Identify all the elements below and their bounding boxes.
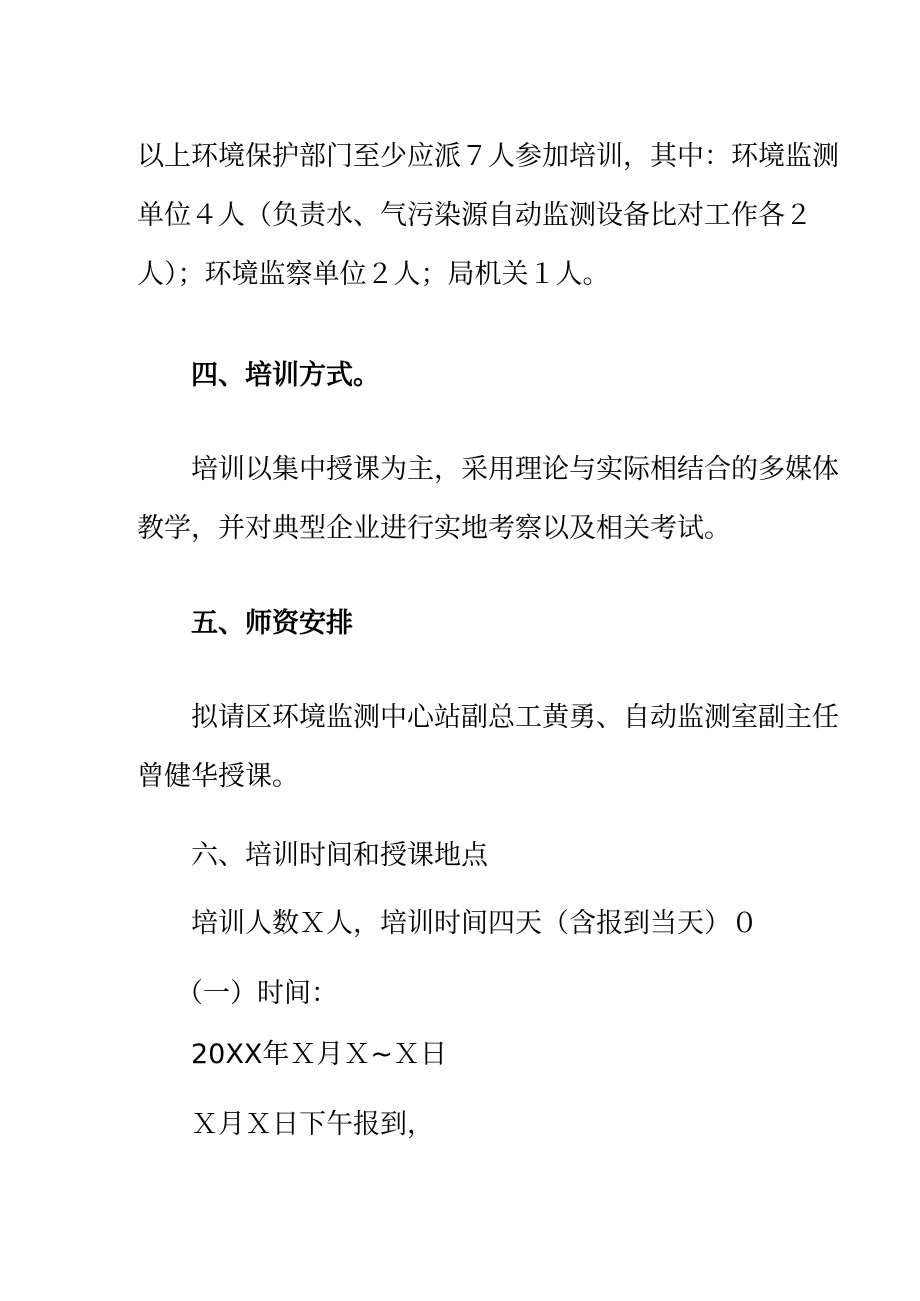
paragraph-line: 曾健华授课。	[137, 761, 299, 792]
section-heading-training-method: 四、培训方式。	[191, 360, 380, 391]
section-heading-time-location: 六、培训时间和授课地点	[191, 840, 488, 871]
paragraph-line: 培训以集中授课为主，采用理论与实际相结合的多媒体	[191, 454, 839, 485]
paragraph-line: 拟请区环境监测中心站副总工黄勇、自动监测室副主任	[191, 702, 839, 733]
paragraph-line: 培训人数Ｘ人，培训时间四天（含报到当天）０	[191, 908, 758, 939]
registration-line: Ｘ月Ｘ日下午报到，	[191, 1109, 434, 1140]
subheading-time: （一）时间：	[176, 978, 338, 1009]
section-heading-teachers: 五、师资安排	[191, 608, 353, 639]
paragraph-line: 单位４人（负责水、气污染源自动监测设备比对工作各２	[137, 200, 812, 231]
paragraph-line: 教学，并对典型企业进行实地考察以及相关考试。	[137, 513, 731, 544]
date-range-line: 20XX年Ｘ月Ｘ~Ｘ日	[191, 1039, 447, 1070]
paragraph-line: 以上环境保护部门至少应派７人参加培训，其中：环境监测	[137, 141, 839, 172]
paragraph-line: 人）；环境监察单位２人；局机关１人。	[137, 259, 610, 290]
